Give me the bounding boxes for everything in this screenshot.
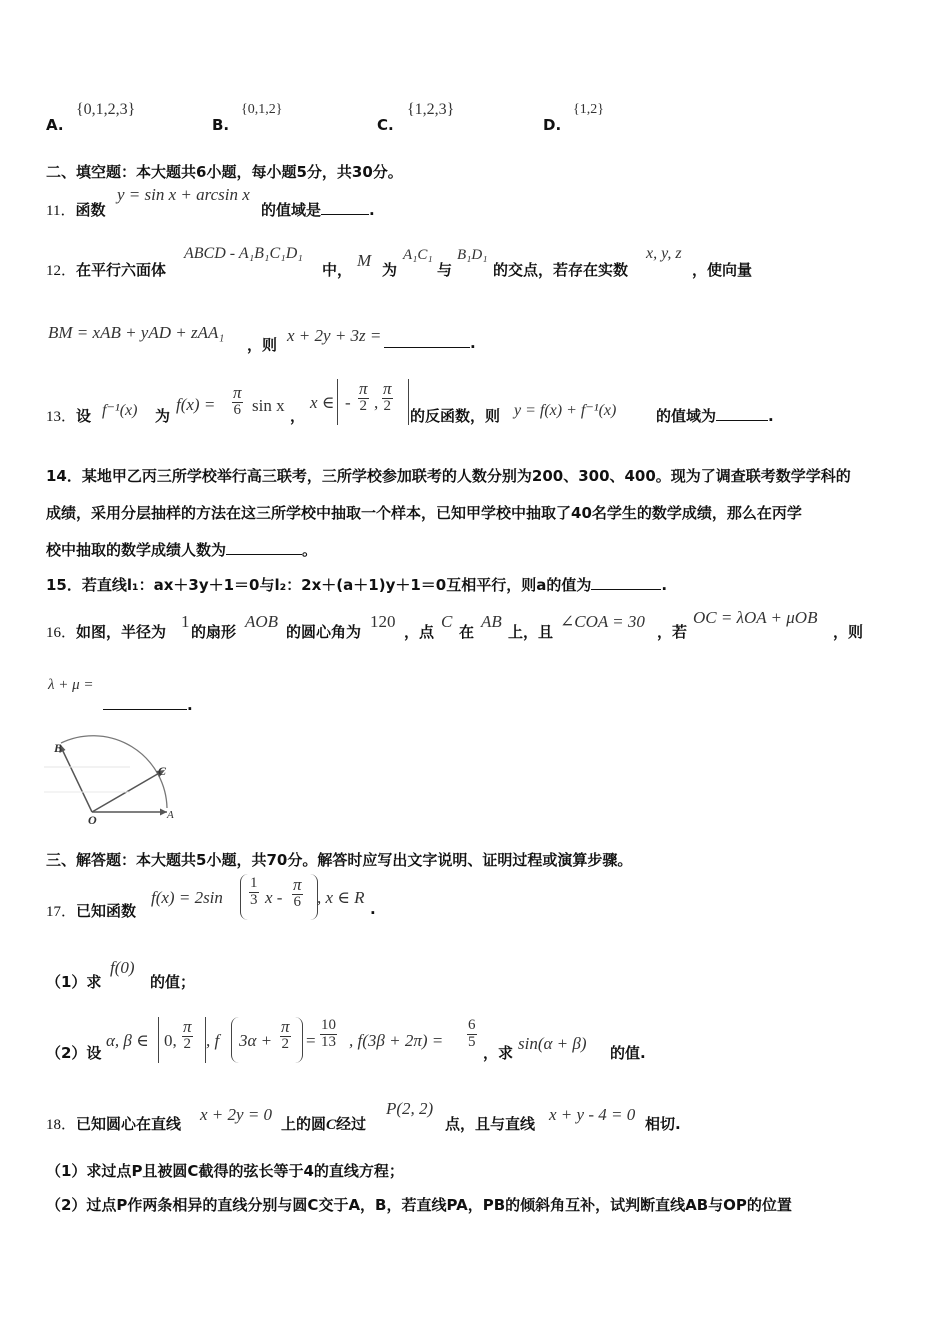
q16-t1: 的扇形	[191, 623, 237, 641]
q14-blank[interactable]	[226, 554, 302, 555]
q13-pre: 设	[76, 407, 92, 425]
q13-xin: x ∈	[310, 393, 335, 412]
q17-frac-pi-2a: $\frac{\pi}{2}$	[183, 1017, 192, 1052]
sector-figure	[40, 730, 190, 825]
q11-number: 11．	[46, 203, 76, 219]
q12-m: M	[357, 251, 372, 270]
q18-line2: x + y - 4 = 0	[549, 1105, 636, 1124]
q12-mid1: 中，	[322, 261, 353, 279]
q18-t4: 相切.	[645, 1115, 681, 1133]
q17-frac-1-3: $\frac{1}{3}$	[250, 875, 258, 908]
q17-f3b: , f(3β + 2π) =	[349, 1031, 444, 1050]
q12-pre: 在平行六面体	[76, 261, 167, 279]
q18-t1: 上的圆	[281, 1115, 327, 1133]
choice-b-value: {0,1,2}	[241, 102, 283, 117]
label-b: B	[54, 741, 63, 755]
q17-f0: f(0)	[110, 958, 135, 977]
q12-mid3: 与	[437, 261, 453, 279]
q15-text: 15．若直线l₁：ax＋3y＋1＝0与l₂：2x＋(a＋1)y＋1＝0互相平行，则a的值为	[46, 576, 592, 594]
q11	[46, 199, 105, 220]
section3-heading: 三、解答题：本大题共5小题，共70分。解答时应写出文字说明、证明过程或演算步骤。	[46, 851, 633, 869]
q13-comma: ，	[290, 407, 306, 425]
q13-finv: f⁻¹(x)	[102, 402, 138, 419]
q12-mid2: 为	[382, 261, 398, 279]
sector-arc	[61, 736, 167, 808]
q13-neg: -	[345, 393, 351, 412]
q11-expr: y = sin x + arcsin x	[117, 185, 250, 204]
choice-a-value: {0,1,2,3}	[76, 101, 136, 118]
q13-fx: f(x) =	[176, 395, 216, 414]
label-c: C	[158, 764, 167, 778]
q16-arc: AB	[481, 612, 502, 631]
q17-x: x -	[265, 888, 283, 907]
q17-f: f(x) = 2sin	[151, 888, 223, 907]
q16-blank[interactable]	[103, 709, 187, 710]
q18-circle-c: C	[326, 1117, 337, 1133]
q16-coa: ∠COA = 30	[560, 612, 645, 631]
section2-heading: 二、填空题：本大题共6小题，每小题5分，共30分。	[46, 163, 403, 181]
q12-then: ，则	[247, 336, 278, 354]
q17-p2-post: 的值.	[610, 1044, 646, 1062]
q13-frac-num: π	[233, 383, 242, 402]
q18-line: x + 2y = 0	[200, 1105, 273, 1124]
choice-d-value: {1,2}	[573, 102, 604, 117]
q12-xyz: x, y, z	[646, 245, 682, 262]
q13-int-frac2: $\frac{\pi}{2}$	[383, 379, 392, 414]
q11-pre: 函数	[75, 201, 106, 219]
q13-post: 的反函数，则	[410, 407, 501, 425]
q12-sum: x + 2y + 3z =	[287, 326, 382, 345]
q13-frac-den: 6	[233, 401, 242, 418]
choice-c-letter: C.	[377, 116, 394, 134]
q17-number: 17．	[46, 904, 77, 920]
q16-t4: 在	[459, 623, 475, 641]
q17-frac-10-13: $\frac{10}{13}$	[321, 1017, 336, 1050]
q17-zero: 0,	[164, 1031, 177, 1050]
q14-line1: 14．某地甲乙丙三所学校举行高三联考，三所学校参加联考的人数分别为200、300、400。现为了调查联考数学学科的	[46, 467, 851, 485]
q16-t7: ，则	[833, 623, 864, 641]
choice-a-letter: A.	[46, 116, 64, 134]
q13-is: 为	[155, 407, 171, 425]
q16-angle: 120	[370, 612, 396, 631]
q17-dot: .	[370, 900, 376, 918]
q16-number: 16．	[46, 625, 77, 641]
q17-p2-label: （2）设	[46, 1044, 102, 1062]
choice-d-letter: D.	[543, 116, 562, 134]
q14-line3: 校中抽取的数学成绩人数为	[46, 541, 227, 559]
q13-y: y = f(x) + f⁻¹(x)	[514, 402, 617, 419]
q16-aob: AOB	[245, 612, 279, 631]
q12-solid: ABCD - A₁B₁C₁D₁	[184, 245, 303, 262]
q13-number: 13．	[46, 409, 77, 425]
q14-line2: 成绩，采用分层抽样的方法在这三所学校中抽取一个样本，已知甲学校中抽取了40名学生的数学成绩，那么在丙学	[46, 504, 802, 522]
q17-sin: sin(α + β)	[518, 1034, 587, 1053]
q12-post: ，使向量	[692, 261, 753, 279]
q18-pre: 已知圆心在直线	[76, 1115, 182, 1133]
q13-int-frac1: $\frac{\pi}{2}$	[359, 379, 368, 414]
choice-c-value: {1,2,3}	[407, 101, 455, 118]
q17-f3a: , f	[206, 1031, 220, 1050]
q16-t3: ，点	[404, 623, 435, 641]
choice-b-letter: B.	[212, 116, 230, 134]
q13-sinx: sin x	[252, 396, 285, 415]
q16-t2: 的圆心角为	[286, 623, 362, 641]
q18-p: P(2, 2)	[386, 1099, 434, 1118]
q18-number: 18．	[46, 1117, 77, 1133]
q16-t5: 上，且	[508, 623, 554, 641]
q13-tail: 的值域为	[656, 407, 717, 425]
q17-domain: , x ∈ R	[317, 888, 365, 907]
q12-blank[interactable]	[384, 347, 470, 348]
vector-ob	[61, 747, 92, 812]
q17-pre: 已知函数	[76, 902, 137, 920]
q17-frac-pi-6: $\frac{\pi}{6}$	[293, 875, 302, 910]
q18-t2: 经过	[336, 1115, 367, 1133]
q12-mid4: 的交点，若存在实数	[493, 261, 629, 279]
q13-blank[interactable]	[716, 420, 768, 421]
q17-eq: =	[306, 1031, 316, 1050]
q11-blank[interactable]	[321, 214, 369, 215]
q18-p1: （1）求过点P且被圆C截得的弦长等于4的直线方程；	[46, 1162, 404, 1180]
q17-p1-label: （1）求	[46, 973, 102, 991]
q11-post: 的值域是 .	[261, 201, 375, 219]
label-a: A	[167, 809, 174, 821]
q13-frac	[232, 384, 243, 419]
q18-t3: 点，且与直线	[445, 1115, 536, 1133]
label-o: O	[88, 813, 97, 825]
arrowhead-a	[160, 809, 167, 816]
q12-b1d1: B₁D₁	[457, 247, 488, 263]
q17-p1-post: 的值；	[150, 973, 196, 991]
q12-a1c1: A₁C₁	[403, 247, 433, 263]
q15-blank[interactable]	[591, 589, 661, 590]
q18-p2: （2）过点P作两条相异的直线分别与圆C交于A，B，若直线PA，PB的倾斜角互补，试判断直线AB与OP的位置	[46, 1196, 792, 1214]
q17-ask: ，求	[483, 1044, 514, 1062]
q17-a3: 3α +	[239, 1031, 273, 1050]
q16-c: C	[441, 612, 453, 631]
q16-r: 1	[181, 612, 190, 631]
q16-pre: 如图，半径为	[76, 623, 167, 641]
q16-t6: ，若	[657, 623, 688, 641]
q17-ab: α, β ∈	[106, 1031, 149, 1050]
q12-vec: BM = xAB + yAD + zAA₁	[48, 323, 225, 342]
q16-lm: λ + μ =	[48, 677, 94, 693]
q16-oc: OC = λOA + μOB	[693, 608, 818, 627]
q12-number: 12．	[46, 263, 77, 279]
q17-frac-6-5: $\frac{6}{5}$	[468, 1017, 476, 1050]
q17-frac-pi-2b: $\frac{\pi}{2}$	[281, 1017, 290, 1052]
